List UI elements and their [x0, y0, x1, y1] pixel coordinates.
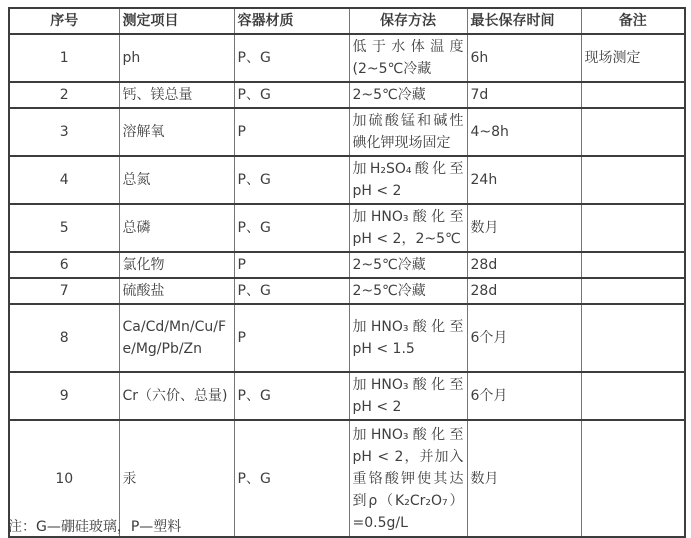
- cell-method: 加硫酸锰和碱性碘化钾现场固定: [349, 108, 467, 156]
- cell-container: P、G: [234, 82, 349, 108]
- table-footnote: 注：G—硼硅玻璃，P—塑料: [8, 519, 182, 535]
- cell-container: P、G: [234, 420, 349, 537]
- cell-note: [581, 372, 685, 420]
- table-row: [9, 304, 685, 372]
- cell-method: 2~5℃冷藏: [349, 82, 467, 108]
- table-row: [9, 278, 685, 304]
- cell-item: 总氮: [119, 156, 234, 204]
- cell-note: [581, 82, 685, 108]
- cell-method: 2~5℃冷藏: [349, 278, 467, 304]
- cell-item: ph: [119, 34, 234, 82]
- cell-duration: 24h: [467, 156, 581, 204]
- cell-duration: 6个月: [467, 372, 581, 420]
- cell-item: 汞: [119, 420, 234, 537]
- table-row: [9, 156, 685, 204]
- cell-note: [581, 420, 685, 537]
- cell-index: 4: [9, 156, 119, 204]
- header-index: 序号: [9, 8, 119, 34]
- header-item: 测定项目: [119, 8, 234, 34]
- cell-duration: 28d: [467, 252, 581, 278]
- cell-container: P、G: [234, 34, 349, 82]
- header-container: 容器材质: [234, 8, 349, 34]
- header-method: 保存方法: [349, 8, 467, 34]
- cell-container: P、G: [234, 372, 349, 420]
- cell-method: 加HNO₃酸化至pH < 2: [349, 372, 467, 420]
- cell-container: P、G: [234, 204, 349, 252]
- cell-note: [581, 252, 685, 278]
- table-row: [9, 252, 685, 278]
- cell-item: Cr（六价、总量): [119, 372, 234, 420]
- cell-item: 钙、镁总量: [119, 82, 234, 108]
- cell-method: 加HNO₃酸化至pH < 2，2~5℃: [349, 204, 467, 252]
- cell-index: 9: [9, 372, 119, 420]
- cell-index: 2: [9, 82, 119, 108]
- cell-method: 加H₂SO₄酸化至pH < 2: [349, 156, 467, 204]
- cell-container: P、G: [234, 156, 349, 204]
- cell-index: 10: [9, 420, 119, 537]
- cell-item: 总磷: [119, 204, 234, 252]
- cell-container: P: [234, 252, 349, 278]
- cell-note: [581, 108, 685, 156]
- table-row: [9, 82, 685, 108]
- cell-item: 氯化物: [119, 252, 234, 278]
- cell-container: P: [234, 304, 349, 372]
- cell-duration: 数月: [467, 204, 581, 252]
- cell-item: 硫酸盐: [119, 278, 234, 304]
- table-row: [9, 34, 685, 82]
- cell-note: [581, 278, 685, 304]
- cell-index: 6: [9, 252, 119, 278]
- table-body: [9, 34, 685, 537]
- cell-duration: 6个月: [467, 304, 581, 372]
- table-header-row: [9, 8, 685, 34]
- cell-method: 2~5℃冷藏: [349, 252, 467, 278]
- cell-item: Ca/Cd/Mn/Cu/Fe/Mg/Pb/Zn: [119, 304, 234, 372]
- cell-item: 溶解氧: [119, 108, 234, 156]
- cell-duration: 28d: [467, 278, 581, 304]
- cell-method: 低于水体温度(2~5℃冷藏: [349, 34, 467, 82]
- cell-note: [581, 204, 685, 252]
- cell-method: 加HNO₃酸化至pH < 1.5: [349, 304, 467, 372]
- cell-duration: 7d: [467, 82, 581, 108]
- header-note: 备注: [581, 8, 685, 34]
- cell-note: 现场测定: [581, 34, 685, 82]
- cell-index: 5: [9, 204, 119, 252]
- cell-index: 8: [9, 304, 119, 372]
- cell-note: [581, 304, 685, 372]
- cell-container: P、G: [234, 278, 349, 304]
- header-duration: 最长保存时间: [467, 8, 581, 34]
- table-row: [9, 204, 685, 252]
- cell-method: 加HNO₃酸化至pH < 2，并加入重铬酸钾使其达到ρ（K₂Cr₂O₇）=0.5g/L: [349, 420, 467, 537]
- cell-index: 1: [9, 34, 119, 82]
- table-row: [9, 372, 685, 420]
- cell-note: [581, 156, 685, 204]
- preservation-table: [8, 7, 686, 538]
- cell-duration: 数月: [467, 420, 581, 537]
- cell-duration: 4~8h: [467, 108, 581, 156]
- table-row: [9, 108, 685, 156]
- cell-index: 7: [9, 278, 119, 304]
- cell-container: P: [234, 108, 349, 156]
- cell-duration: 6h: [467, 34, 581, 82]
- cell-index: 3: [9, 108, 119, 156]
